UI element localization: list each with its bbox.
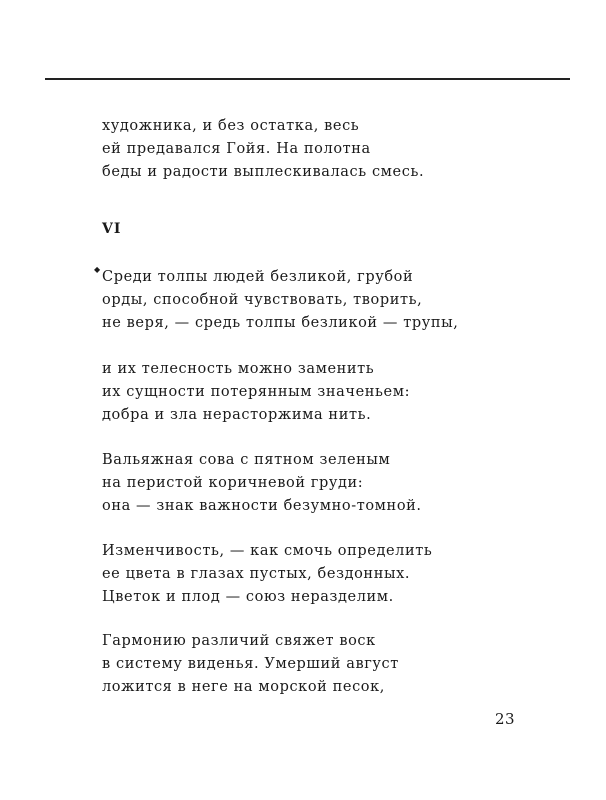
- poem-line: орды, способной чувствовать, творить,: [102, 292, 423, 308]
- stanza-5: [102, 540, 432, 609]
- poem-line: беды и радости выплескивалась смесь.: [102, 164, 425, 180]
- poem-line: Изменчивость, — как смочь определить: [102, 543, 433, 559]
- poem-line: не веря, — средь толпы безликой — трупы,: [102, 315, 459, 331]
- stanza-1: [102, 115, 424, 184]
- poem-line: добра и зла нерасторжима нить.: [102, 407, 372, 423]
- poem-line: на перистой коричневой груди:: [102, 475, 364, 491]
- poem-line: ее цвета в глазах пустых, бездонных.: [102, 566, 411, 582]
- stanza-4: [102, 449, 422, 518]
- page-number: 23: [495, 710, 516, 728]
- poem-line: Вальяжная сова с пятном зеленым: [102, 452, 391, 468]
- poem-line: Цветок и плод — союз неразделим.: [102, 589, 394, 605]
- bullet-mark-icon: ◆: [94, 265, 101, 274]
- poem-line: ложится в неге на морской песок,: [102, 679, 386, 695]
- top-rule: [45, 78, 570, 80]
- poem-line: Гармонию различий свяжет воск: [102, 633, 376, 649]
- poem-line: она — знак важности безумно-томной.: [102, 498, 422, 514]
- poem-line: ей предавался Гойя. На полотна: [102, 141, 371, 157]
- poem-line: в систему виденья. Умерший август: [102, 656, 399, 672]
- stanza-3: [102, 358, 410, 427]
- poem-line: Среди толпы людей безликой, грубой: [102, 269, 414, 285]
- poem-line: художника, и без остатка, весь: [102, 118, 360, 134]
- stanza-2: [102, 266, 458, 335]
- poem-line: их сущности потерянным значеньем:: [102, 384, 411, 400]
- stanza-6: [102, 630, 399, 699]
- section-heading: VI: [102, 221, 122, 237]
- poem-line: и их телесность можно заменить: [102, 361, 375, 377]
